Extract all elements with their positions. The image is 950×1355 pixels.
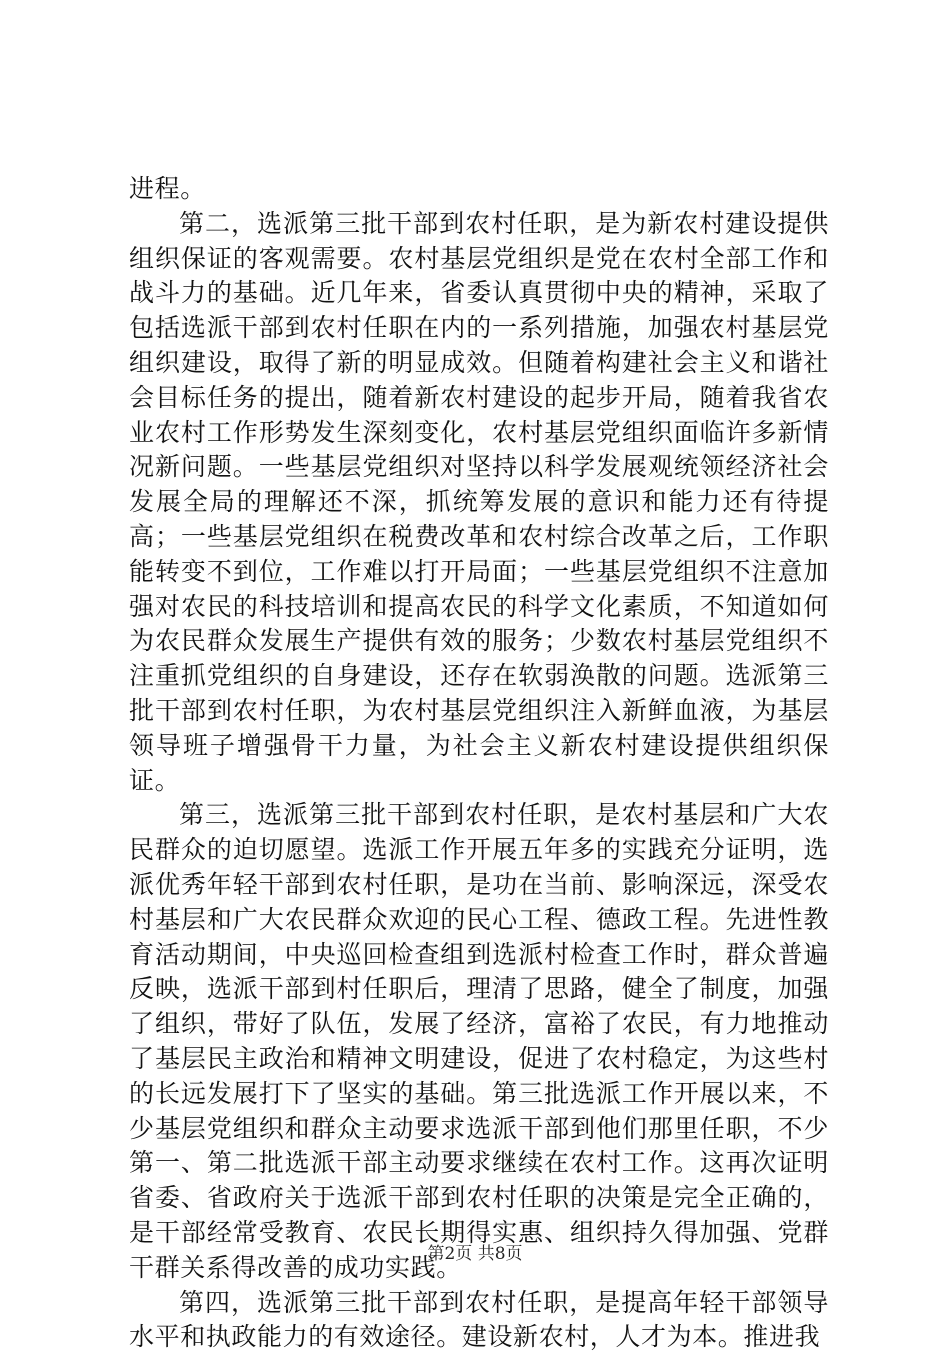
page-number-footer: 第2页 共8页 xyxy=(0,1239,950,1264)
paragraph-continuation: 进程。 xyxy=(129,172,829,207)
document-body xyxy=(129,172,829,1355)
paragraph-fourth: 第四，选派第三批干部到农村任职，是提高年轻干部领导水平和执政能力的有效途径。建设新农村，人才为本。推进我 xyxy=(129,1286,829,1355)
paragraph-third: 第三，选派第三批干部到农村任职，是农村基层和广大农民群众的迫切愿望。选派工作开展五年多的实践充分证明，选派优秀年轻干部到农村任职，是功在当前、影响深远，深受农村基层和广大农民群众欢迎的民心工程、德政工程。先进性教育活动期间，中央巡回检查组到选派村检查工作时，群众普遍反映，选派干部到村任职后，理清了思路，健全了制度，加强了组织，带好了队伍，发展了经济，富裕了农民，有力地推动了基层民主政治和精神文明建设，促进了农村稳定，为这些村的长远发展打下了坚实的基础。第三批选派工作开展以来，不少基层党组织和群众主动要求选派干部到他们那里任职，不少第一、第二批选派干部主动要求继续在农村工作。这再次证明省委、省政府关于选派干部到农村任职的决策是完全正确的，是干部经常受教育、农民长期得实惠、组织持久得加强、党群干群关系得改善的成功实践。 xyxy=(129,798,829,1285)
paragraph-second: 第二，选派第三批干部到农村任职，是为新农村建设提供组织保证的客观需要。农村基层党组织是党在农村全部工作和战斗力的基础。近几年来，省委认真贯彻中央的精神，采取了包括选派干部到农村任职在内的一系列措施，加强农村基层党组织建设，取得了新的明显成效。但随着构建社会主义和谐社会目标任务的提出，随着新农村建设的起步开局，随着我省农业农村工作形势发生深刻变化，农村基层党组织面临许多新情况新问题。一些基层党组织对坚持以科学发展观统领经济社会发展全局的理解还不深，抓统筹发展的意识和能力还有待提高；一些基层党组织在税费改革和农村综合改革之后，工作职能转变不到位，工作难以打开局面；一些基层党组织不注意加强对农民的科技培训和提高农民的科学文化素质，不知道如何为农民群众发展生产提供有效的服务；少数农村基层党组织不注重抓党组织的自身建设，还存在软弱涣散的问题。选派第三批干部到农村任职，为农村基层党组织注入新鲜血液，为基层领导班子增强骨干力量，为社会主义新农村建设提供组织保证。 xyxy=(129,207,829,799)
